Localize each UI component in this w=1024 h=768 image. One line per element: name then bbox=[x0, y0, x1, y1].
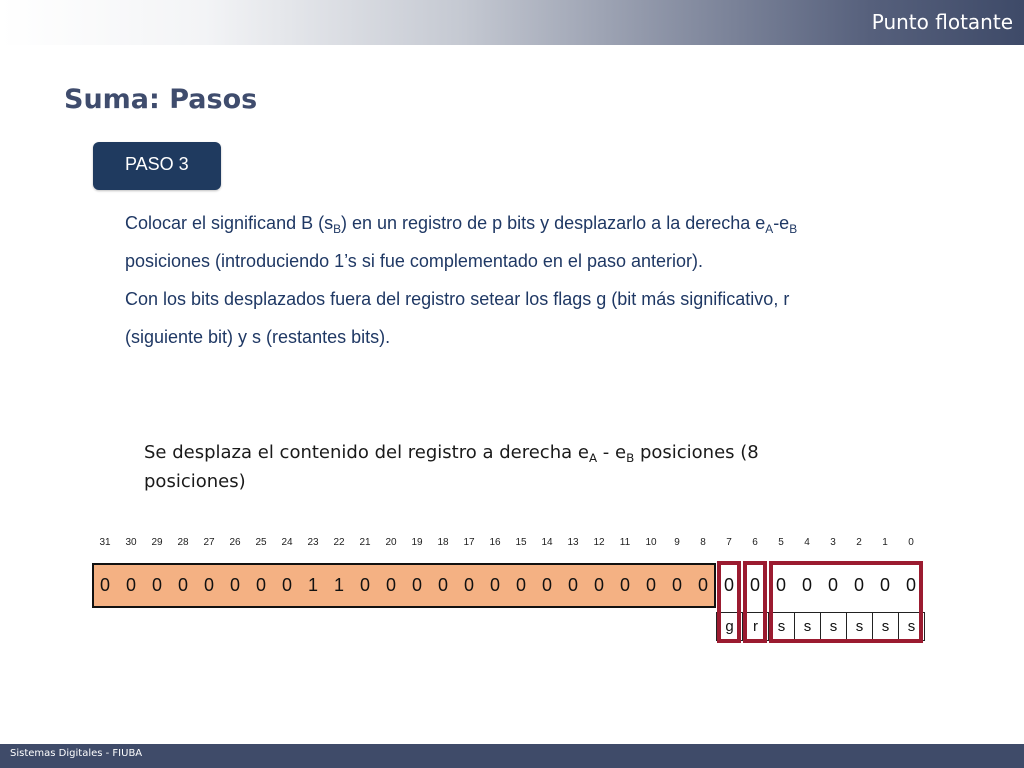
bit-index-label: 5 bbox=[778, 537, 784, 548]
flag-label: s bbox=[768, 612, 795, 641]
register-bit: 0 bbox=[411, 575, 422, 595]
register-bit: 0 bbox=[385, 575, 396, 595]
bit-index-label: 29 bbox=[151, 537, 163, 548]
register-bit: 0 bbox=[827, 575, 838, 595]
description-subscript: B bbox=[789, 221, 798, 236]
register-bit: 0 bbox=[645, 575, 656, 595]
note-text: Se desplaza el contenido del registro a derecha e bbox=[144, 442, 589, 463]
bit-index-label: 30 bbox=[125, 537, 137, 548]
bit-index-label: 21 bbox=[359, 537, 371, 548]
step-badge-label: PASO 3 bbox=[125, 154, 189, 174]
register-bit: 0 bbox=[203, 575, 214, 595]
bit-index-label: 15 bbox=[515, 537, 527, 548]
bit-index-label: 7 bbox=[726, 537, 732, 548]
bit-index-label: 23 bbox=[307, 537, 319, 548]
flag-label: s bbox=[794, 612, 821, 641]
description-subscript: A bbox=[765, 221, 774, 236]
register-bit: 0 bbox=[879, 575, 890, 595]
bit-index-label: 3 bbox=[830, 537, 836, 548]
bit-index-label: 8 bbox=[700, 537, 706, 548]
flag-label: r bbox=[742, 612, 769, 641]
register-bit: 0 bbox=[125, 575, 136, 595]
flag-label: s bbox=[872, 612, 899, 641]
register-bit: 0 bbox=[229, 575, 240, 595]
flag-label: g bbox=[716, 612, 743, 641]
register-bit: 0 bbox=[177, 575, 188, 595]
description-line-4: (siguiente bit) y s (restantes bits). bbox=[125, 327, 391, 347]
bit-index-label: 10 bbox=[645, 537, 657, 548]
description-line-1 bbox=[125, 204, 797, 242]
bit-index-label: 11 bbox=[619, 537, 631, 548]
description-subscript: B bbox=[333, 221, 342, 236]
bit-index-label: 17 bbox=[463, 537, 475, 548]
register-bit: 0 bbox=[541, 575, 552, 595]
register-bit: 0 bbox=[801, 575, 812, 595]
description-text: Colocar el significand B (s bbox=[125, 213, 334, 233]
register-bit: 0 bbox=[619, 575, 630, 595]
bit-index-label: 25 bbox=[255, 537, 267, 548]
course-name: Sistemas Digitales - FIUBA bbox=[10, 748, 143, 759]
bit-index-label: 31 bbox=[99, 537, 111, 548]
description-line-2: posiciones (introduciendo 1’s si fue complementado en el paso anterior). bbox=[125, 251, 704, 271]
bit-index-label: 4 bbox=[804, 537, 810, 548]
register-bit: 0 bbox=[905, 575, 916, 595]
bit-index-label: 19 bbox=[411, 537, 423, 548]
bit-index-label: 12 bbox=[593, 537, 605, 548]
bit-index-label: 26 bbox=[229, 537, 241, 548]
bit-index-label: 28 bbox=[177, 537, 189, 548]
register-bit: 0 bbox=[255, 575, 266, 595]
bit-index-label: 0 bbox=[908, 537, 914, 548]
bit-index-label: 16 bbox=[489, 537, 501, 548]
flag-label: s bbox=[898, 612, 925, 641]
register-bit: 0 bbox=[437, 575, 448, 595]
register-bit: 0 bbox=[463, 575, 474, 595]
flag-group-box bbox=[743, 561, 767, 643]
register-bit: 0 bbox=[697, 575, 708, 595]
bit-index-label: 13 bbox=[567, 537, 579, 548]
bit-index-label: 20 bbox=[385, 537, 397, 548]
bit-index-label: 1 bbox=[882, 537, 888, 548]
bit-index-label: 6 bbox=[752, 537, 758, 548]
description-text: -e bbox=[773, 213, 790, 233]
slide-title: Suma: Pasos bbox=[64, 84, 258, 115]
bit-index-row bbox=[92, 532, 924, 554]
flag-group-box bbox=[769, 561, 923, 643]
flag-boxes bbox=[92, 561, 924, 643]
register-bit: 1 bbox=[307, 575, 318, 595]
register-bit: 0 bbox=[593, 575, 604, 595]
bit-index-label: 2 bbox=[856, 537, 862, 548]
step-badge bbox=[93, 142, 221, 190]
flag-label: s bbox=[820, 612, 847, 641]
register-bit: 0 bbox=[671, 575, 682, 595]
register-bit: 1 bbox=[333, 575, 344, 595]
note-text: - e bbox=[597, 442, 627, 463]
note-text: posiciones (8 bbox=[634, 442, 759, 463]
note-line-1 bbox=[144, 438, 759, 467]
shift-note bbox=[144, 438, 759, 496]
register-bit: 0 bbox=[723, 575, 734, 595]
section-title: Punto flotante bbox=[871, 10, 1013, 34]
register-bit: 0 bbox=[749, 575, 760, 595]
description-text: ) en un registro de p bits y desplazarlo a la derecha e bbox=[341, 213, 766, 233]
register-bit: 0 bbox=[515, 575, 526, 595]
register-bit: 0 bbox=[567, 575, 578, 595]
register-bit: 0 bbox=[853, 575, 864, 595]
bit-index-label: 22 bbox=[333, 537, 345, 548]
step-description bbox=[125, 204, 797, 356]
bit-index-label: 9 bbox=[674, 537, 680, 548]
register-bit: 0 bbox=[359, 575, 370, 595]
bit-index-label: 14 bbox=[541, 537, 553, 548]
note-subscript: B bbox=[626, 450, 635, 465]
flag-label: s bbox=[846, 612, 873, 641]
flag-group-box bbox=[717, 561, 741, 643]
bit-index-label: 18 bbox=[437, 537, 449, 548]
note-line-2: posiciones) bbox=[144, 471, 246, 492]
register-bit: 0 bbox=[151, 575, 162, 595]
note-subscript: A bbox=[588, 450, 598, 465]
register-bit: 0 bbox=[489, 575, 500, 595]
register-bit: 0 bbox=[99, 575, 110, 595]
register-bit: 0 bbox=[281, 575, 292, 595]
footer-bar bbox=[0, 744, 1024, 768]
register-diagram bbox=[92, 532, 924, 647]
header-bar bbox=[0, 0, 1024, 45]
register-bit: 0 bbox=[775, 575, 786, 595]
description-line-3: Con los bits desplazados fuera del registro setear los flags g (bit más significativo, r bbox=[125, 289, 790, 309]
bit-index-label: 24 bbox=[281, 537, 293, 548]
bit-index-label: 27 bbox=[203, 537, 215, 548]
